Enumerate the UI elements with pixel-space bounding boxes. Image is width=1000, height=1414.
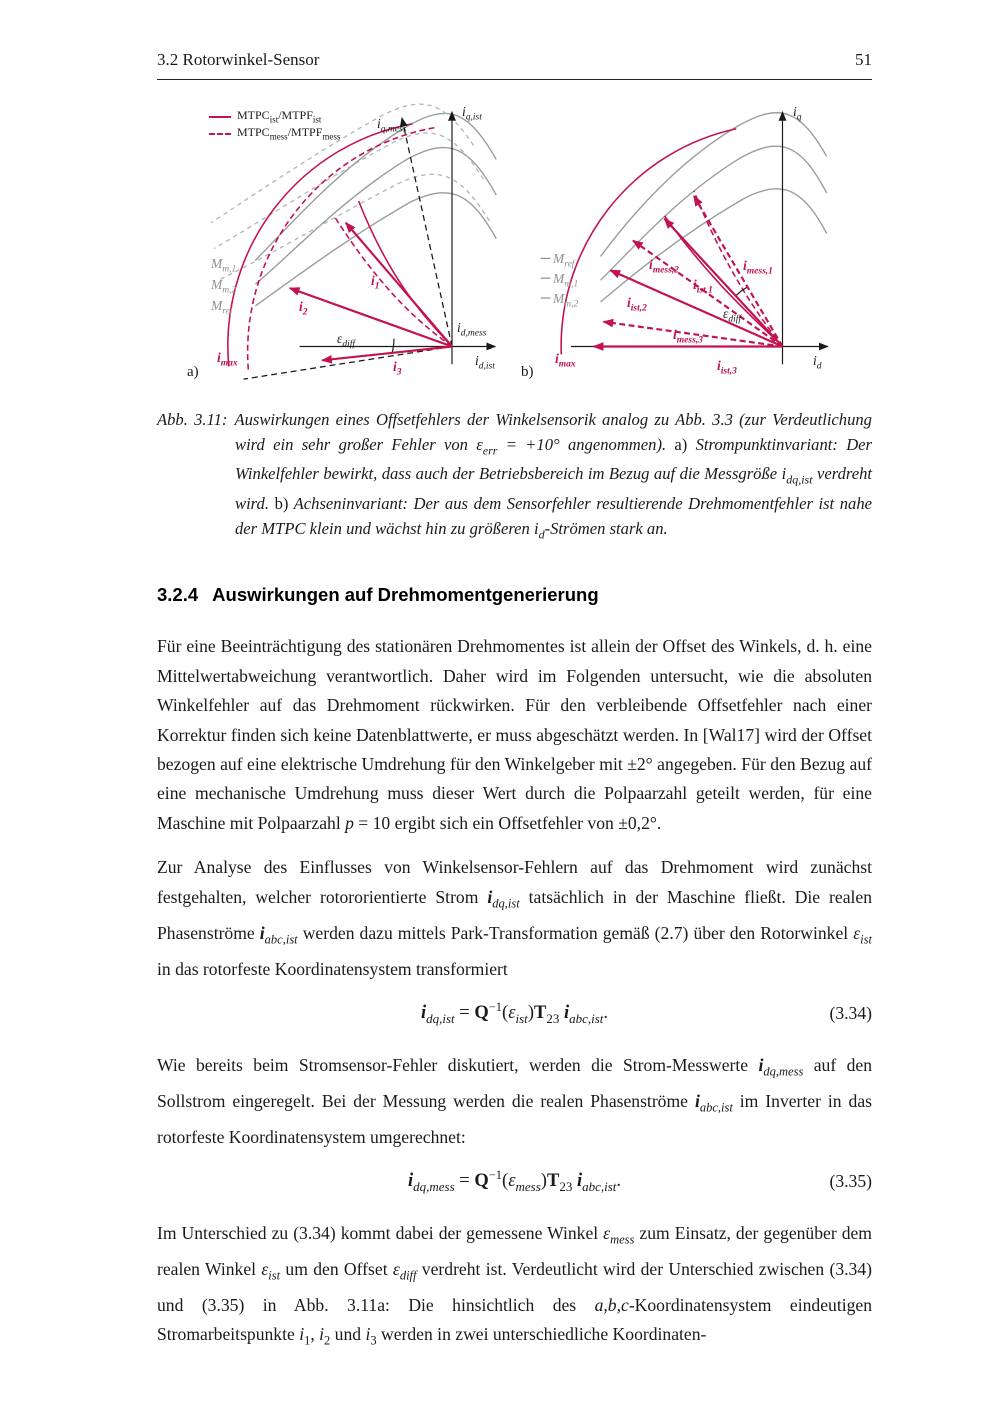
angle-label-eps-diff: $\varepsilon_{diff}$	[337, 331, 355, 350]
current-label-iist3: $i_{ist,3}$	[717, 358, 737, 377]
current-label-i1: $i_1$	[371, 273, 380, 292]
figure-caption	[157, 408, 872, 546]
equation-3-35-number: (3.35)	[829, 1170, 872, 1191]
running-header	[157, 0, 872, 80]
current-label-i2: $i_2$	[299, 299, 308, 318]
axis-label-iq-mess: $i_{q,mess}$	[377, 116, 407, 135]
axis-label-iq: $i_q$	[793, 104, 802, 123]
panel-tag-a: a)	[187, 364, 199, 380]
paragraph-3: Wie bereits beim Stromsensor-Fehler diskutiert, werden die Strom-Messwerte $i_{dq,mess}$ auf den Sollstrom eingeregelt. Bei der Messung werden die realen Phasenströme $i_{abc,ist}$ im Inverter in das rotorfeste Koordinatensystem umgerechnet:	[157, 1054, 872, 1147]
header-section-title: 3.2 Rotorwinkel-Sensor	[157, 50, 320, 69]
legend-dashed-line-icon	[209, 133, 231, 135]
figure-caption-tag: Abb. 3.11:	[157, 410, 228, 429]
axis-label-id-mess: $i_{d,mess}$	[457, 320, 487, 339]
current-label-iist2: $i_{ist,2}$	[627, 295, 647, 314]
panel-a-plot	[157, 102, 511, 394]
figure-panel-a	[157, 102, 511, 394]
current-label-imax: $i_{max}$	[555, 351, 576, 370]
axis-label-id-ist: $i_{d,ist}$	[475, 353, 495, 372]
torque-label-mm1: $M_{m,1}$	[211, 256, 237, 275]
plot-legend	[209, 108, 340, 142]
imax-circle-real	[228, 124, 413, 367]
figure-panel-b	[517, 102, 871, 394]
axis-label-iq-ist: $i_{q,ist}$	[462, 104, 482, 123]
current-label-imess3: $i_{mess,3}$	[673, 327, 703, 346]
current-label-imax: $i_{max}$	[217, 350, 238, 369]
axis-label-id: $i_d$	[813, 353, 822, 372]
section-heading	[157, 584, 872, 606]
section-title: Auswirkungen auf Drehmomentgenerierung	[212, 584, 599, 606]
equation-3-35-body: $i_{dq,mess} = Q^{-1}(\varepsilon_{mess})T_{23}$ $i_{abc,ist}$.	[407, 1168, 622, 1194]
legend-row-real	[209, 108, 340, 125]
figure-caption-text: Auswirkungen eines Offsetfehlers der Winkelsensorik analog zu Abb. 3.3 (zur Verdeutlichung wird ein sehr großer Fehler von $\varepsilon_{err} = +10^\circ$ angenommen). a) Strompunktinvariant: Der Winkelfehler bewirkt, dass auch der Betriebsbereich im Bezug auf die Messgröße $i_{dq,ist}$ verdreht wird. b) Achseninvariant: Der aus dem Sensorfehler resultierende Drehmomentfehler ist nahe der MTPC klein und wächst hin zu größeren $i_d$-Strömen stark an.	[234, 410, 872, 541]
legend-solid-line-icon	[209, 116, 231, 118]
panel-tag-b: b)	[521, 364, 534, 380]
eps-diff-angle-mark	[735, 287, 747, 296]
angle-label-eps-diff: $\varepsilon_{diff}$	[723, 306, 741, 325]
panel-b-plot	[517, 102, 871, 394]
id-mess-axis	[244, 346, 452, 379]
equation-3-35	[157, 1168, 872, 1195]
iq-mess-axis	[402, 118, 452, 347]
imax-circle	[561, 129, 736, 355]
current-label-iist1: $i_{ist,1}$	[693, 277, 713, 296]
paragraph-1: Für eine Beeinträchtigung des stationären Drehmomentes ist allein der Offset des Winkels, d. h. eine Mittelwertabweichung verantwortlich. Daher wird im Folgenden untersucht, wie die absoluten Winkelfehler auf das Drehmoment rückwirken. Für den verbleibende Offsetfehler nach einer Korrektur finden sich keine Datenblattwerte, er muss abgeschätzt werden. In [Wal17] wird der Offset bezogen auf eine elektrische Umdrehung für den Winkelgeber mit ±2° angegeben. Für den Bezug auf eine mechanische Umdrehung muss dieser Wert durch die Polpaarzahl geteilt werden, für eine Maschine mit Polpaarzahl p = 10 ergibt sich ein Offsetfehler von ±0,2°.	[157, 636, 872, 833]
equation-3-34-number: (3.34)	[829, 1002, 872, 1023]
torque-label-mm1: $M_{m,1}$	[553, 271, 579, 290]
paragraph-4: Im Unterschied zu (3.34) kommt dabei der gemessene Winkel $\varepsilon_{mess}$ zum Einsatz, der gegenüber dem realen Winkel $\varepsilon_{ist}$ um den Offset $\varepsilon_{diff}$ verdreht ist. Verdeutlicht wird der Unterschied zwischen (3.34) und (3.35) in Abb. 3.11a: Die hinsichtlich des a,b,c-Koordinatensystem eindeutigen Stromarbeitspunkte $i_1$, $i_2$ und $i_3$ werden in zwei unterschiedliche Koordinaten-	[157, 1222, 872, 1348]
header-page-number: 51	[855, 50, 872, 69]
torque-label-mref: $M_{ref}$	[553, 251, 575, 270]
torque-label-leaders	[541, 258, 551, 298]
paragraph-2: Zur Analyse des Einflusses von Winkelsensor-Fehlern auf das Drehmoment wird zunächst festgehalten, welcher rotororientierte Strom $i_{dq,ist}$ tatsächlich in der Maschine fließt. Die realen Phasenströme $i_{abc,ist}$ werden dazu mittels Park-Transformation gemäß (2.7) über den Rotorwinkel $\varepsilon_{ist}$ in das rotorfeste Koordinatensystem transformiert	[157, 857, 873, 979]
torque-label-mm2: $M_{m,2}$	[553, 291, 579, 310]
figure-3-11	[157, 102, 872, 394]
section-number: 3.2.4	[157, 584, 199, 606]
current-label-imess2: $i_{mess,2}$	[649, 257, 679, 276]
torque-label-mm2: $M_{m,2}$	[211, 277, 237, 296]
equation-3-34-body: $i_{dq,ist} = Q^{-1}(\varepsilon_{ist})T_{23}$ $i_{abc,ist}$.	[420, 999, 609, 1026]
page-content	[157, 0, 872, 1356]
legend-label-measured: $MTPC_{mess}/MTPF_{mess}$	[237, 125, 341, 142]
body-text	[157, 632, 872, 1356]
current-label-i3: $i_3$	[393, 359, 402, 378]
torque-label-mref: $M_{ref}$	[211, 298, 233, 317]
equation-3-34	[157, 1000, 872, 1027]
current-label-imess1: $i_{mess,1}$	[743, 258, 773, 277]
legend-row-measured	[209, 125, 340, 142]
legend-label-real: $MTPC_{ist}/MTPF_{ist}$	[237, 108, 322, 125]
